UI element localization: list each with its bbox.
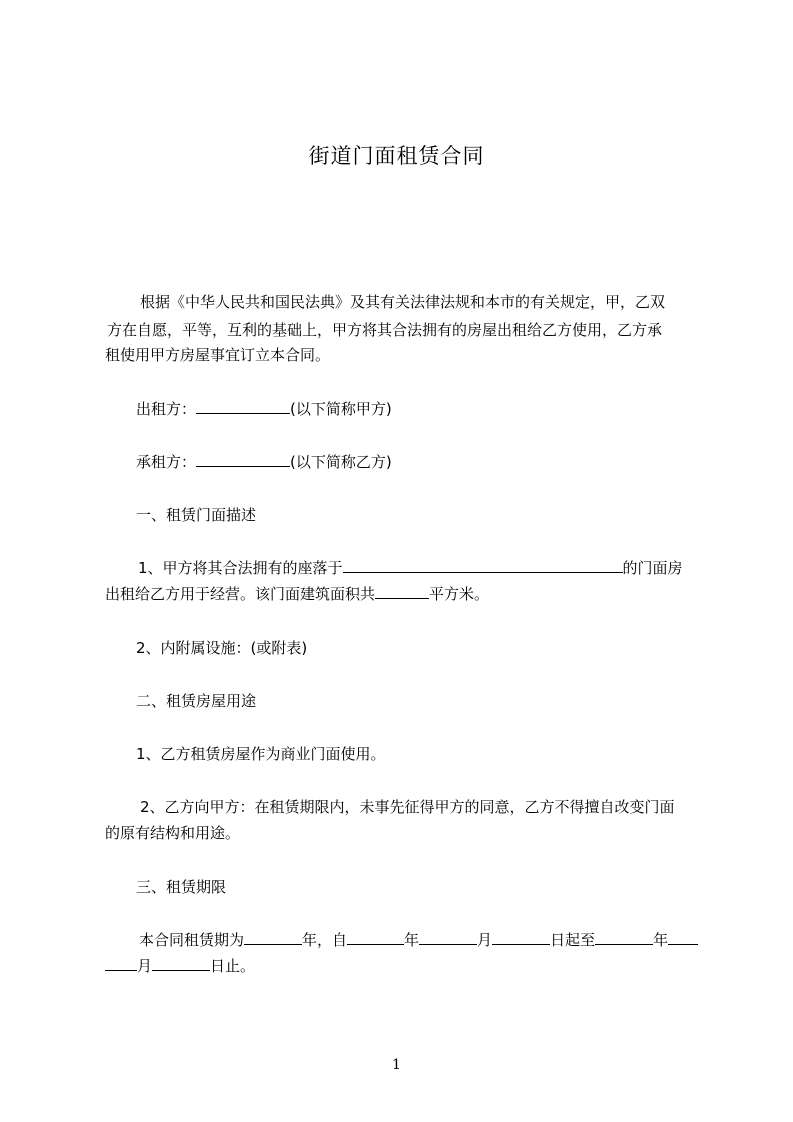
section1-item1-line2-prefix: 出租给乙方用于经营。该门面建筑面积共 [105, 585, 376, 603]
section2-heading: 二、租赁房屋用途 [136, 692, 257, 710]
end-month-blank-part2[interactable] [105, 957, 137, 971]
lessee-label: 承租方： [136, 453, 197, 471]
lessee-name-blank[interactable] [196, 453, 290, 467]
section1-item1-line2 [105, 583, 489, 605]
start-month-label: 月 [477, 931, 493, 949]
section1-item1-line1 [138, 557, 683, 579]
start-day-label: 日起至 [550, 931, 596, 949]
intro-line-3: 租使用甲方房屋事宜订立本合同。 [105, 346, 331, 364]
end-day-label: 日止。 [210, 957, 256, 975]
section1-item1-prefix: 1、甲方将其合法拥有的座落于 [138, 559, 343, 577]
lessee-line [136, 451, 392, 473]
end-month-label: 月 [137, 957, 153, 975]
section1-heading: 一、租赁门面描述 [136, 506, 257, 524]
location-blank[interactable] [343, 559, 623, 573]
end-year-label: 年 [653, 931, 669, 949]
start-month-blank[interactable] [419, 931, 477, 945]
lessor-line [136, 398, 392, 420]
start-year-blank[interactable] [347, 931, 404, 945]
start-day-blank[interactable] [492, 931, 550, 945]
end-day-blank[interactable] [152, 957, 210, 971]
lessee-suffix: (以下简称乙方) [290, 453, 392, 471]
end-month-blank-part1[interactable] [668, 931, 698, 945]
lessor-suffix: (以下简称甲方) [290, 400, 392, 418]
intro-line-1: 根据《中华人民共和国民法典》及其有关法律法规和本市的有关规定，甲，乙双 [140, 293, 666, 311]
end-year-blank[interactable] [595, 931, 653, 945]
page-number: 1 [392, 1057, 401, 1073]
term-year-unit: 年，自 [302, 931, 348, 949]
section3-heading: 三、租赁期限 [136, 878, 227, 896]
lessor-label: 出租方： [136, 400, 197, 418]
term-line-2 [105, 955, 255, 977]
section1-item1-suffix: 的门面房 [622, 559, 683, 577]
area-blank[interactable] [375, 585, 429, 599]
start-year-label: 年 [404, 931, 420, 949]
document-title: 街道门面租赁合同 [308, 144, 485, 168]
section2-item2-line1: 2、乙方向甲方：在租赁期限内，未事先征得甲方的同意，乙方不得擅自改变门面 [140, 798, 675, 816]
intro-line-2: 方在自愿，平等，互利的基础上，甲方将其合法拥有的房屋出租给乙方使用，乙方承 [107, 321, 663, 339]
section1-item2: 2、内附属设施：(或附表) [136, 639, 308, 657]
term-line-1 [139, 929, 698, 951]
section2-item1: 1、乙方租赁房屋作为商业门面使用。 [136, 745, 386, 763]
section1-item1-line2-suffix: 平方米。 [429, 585, 490, 603]
term-years-blank[interactable] [244, 931, 302, 945]
term-prefix: 本合同租赁期为 [139, 931, 245, 949]
lessor-name-blank[interactable] [196, 400, 290, 414]
section2-item2-line2: 的原有结构和用途。 [105, 824, 241, 842]
